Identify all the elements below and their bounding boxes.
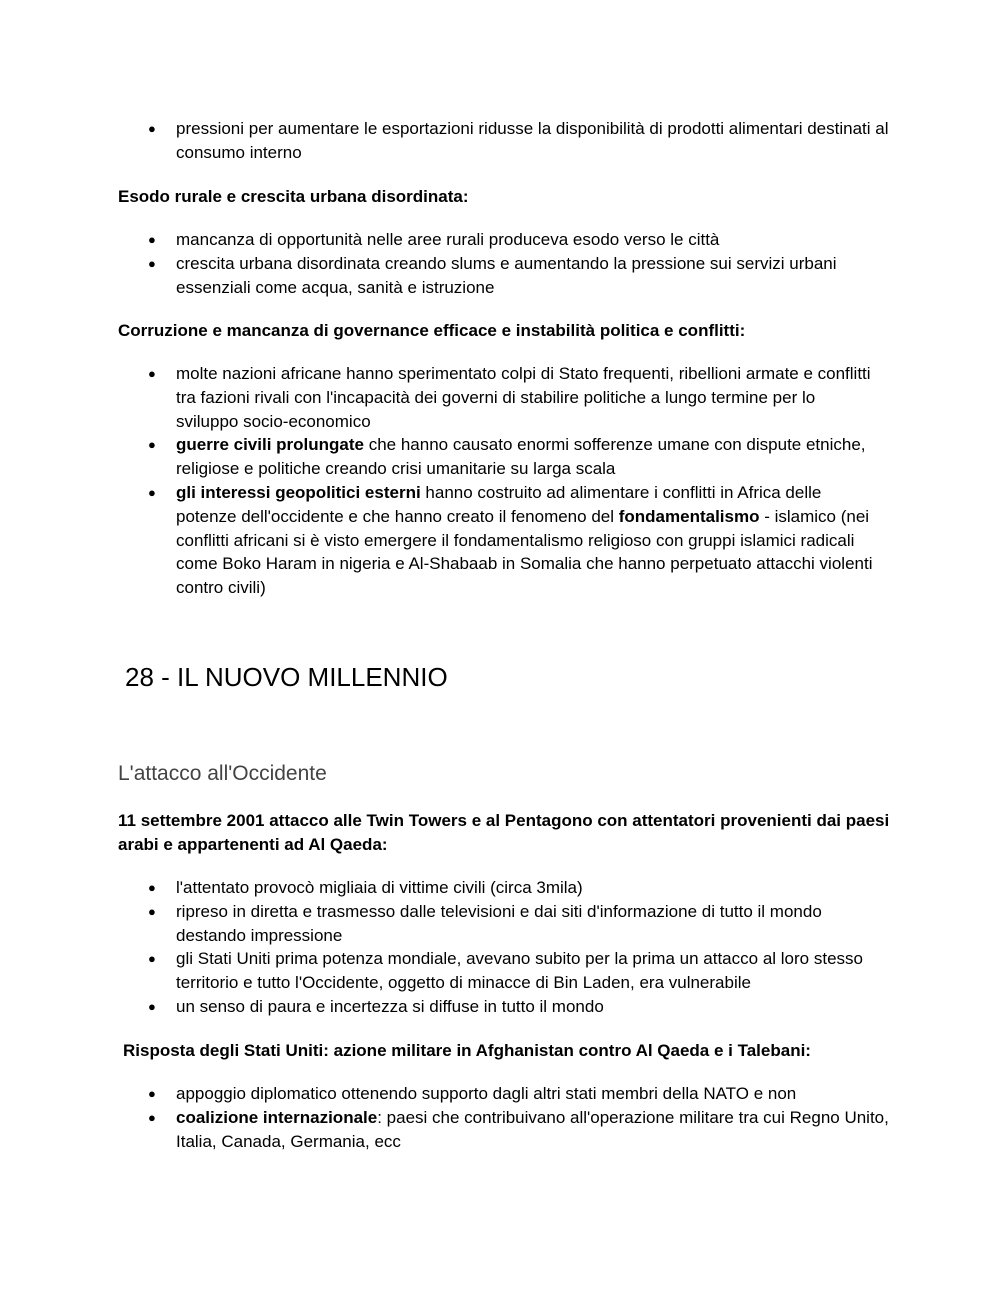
chapter-title: 28 - IL NUOVO MILLENNIO (125, 662, 448, 692)
bullet-icon: ● (148, 437, 156, 453)
list-item-text: un senso di paura e incertezza si diffuse in tutto il mondo (176, 996, 604, 1016)
list-item-bold-text: coalizione internazionale (176, 1107, 378, 1127)
bullet-icon: ● (148, 1086, 156, 1101)
list-item (118, 995, 878, 1019)
list-item (118, 252, 898, 300)
list-item (118, 900, 878, 948)
bullet-icon: ● (148, 1109, 156, 1125)
list-item-text: pressioni per aumentare le esportazioni ridusse la disponibilità di prodotti alimentari destinati al consumo interno (176, 119, 889, 162)
bullet-icon: ● (148, 951, 156, 967)
bullet-list-corruption (118, 362, 878, 600)
list-item-bold-text: guerre civili prolungate (176, 435, 364, 455)
bullet-icon: ● (148, 121, 156, 136)
list-item (118, 362, 878, 433)
heading-rural-exodus: Esodo rurale e crescita urbana disordinata: (118, 187, 469, 206)
bullet-list-rural-exodus (118, 228, 898, 299)
list-item-bold-text: gli interessi geopolitici esterni (176, 482, 421, 502)
list-item-text: : paesi che contribuivano all'operazione militare tra cui Regno Unito, Italia, Canada, Germania, ecc (176, 1107, 889, 1151)
bullet-icon: ● (148, 232, 156, 247)
list-item (118, 876, 878, 900)
list-item-text: mancanza di opportunità nelle aree rurali produceva esodo verso le città (176, 230, 720, 249)
list-item-text: appoggio diplomatico ottenendo supporto dagli altri stati membri della NATO e non (176, 1084, 797, 1103)
bullet-icon: ● (148, 255, 156, 271)
list-item (118, 481, 878, 600)
list-item (118, 1082, 898, 1106)
heading-september-11: 11 settembre 2001 attacco alle Twin Towers e al Pentagono con attentatori provenienti dai paesi arabi e appartenenti ad Al Qaeda: (118, 811, 890, 854)
list-item-text: che hanno causato enormi sofferenze umane con dispute etniche, religiose e politiche creando crisi umanitarie su larga scala (176, 435, 866, 479)
bullet-list-us-response (118, 1082, 898, 1153)
list-item (118, 433, 878, 481)
list-item-bold-text: fondamentalismo (618, 506, 760, 526)
bullet-list-exports (118, 117, 898, 165)
bullet-icon: ● (148, 484, 156, 500)
list-item-text: l'attentato provocò migliaia di vittime civili (circa 3mila) (176, 878, 583, 897)
list-item-text: gli Stati Uniti prima potenza mondiale, avevano subito per la prima un attacco al loro stesso territorio e tutto l'Occidente, oggetto di minacce di Bin Laden, era vulnerabile (176, 949, 863, 993)
bullet-icon: ● (148, 903, 156, 919)
list-item-text: ripreso in diretta e trasmesso dalle televisioni e dai siti d'informazione di tutto il mondo destando impressione (176, 901, 822, 945)
list-item (118, 947, 878, 995)
list-item-text: crescita urbana disordinata creando slums e aumentando la pressione sui servizi urbani essenziali come acqua, sanità e istruzione (176, 253, 837, 297)
section-title: L'attacco all'Occidente (118, 762, 327, 785)
heading-us-response: Risposta degli Stati Uniti: azione militare in Afghanistan contro Al Qaeda e i Talebani: (123, 1041, 811, 1060)
list-item (118, 117, 898, 165)
list-item-text: hanno costruito ad alimentare i conflitti in Africa delle potenze dell'occidente e che hanno creato il fenomeno del (176, 482, 822, 526)
bullet-list-september-11 (118, 876, 878, 1019)
list-item (118, 1106, 898, 1154)
heading-corruption: Corruzione e mancanza di governance efficace e instabilità politica e conflitti: (118, 321, 746, 340)
bullet-icon: ● (148, 366, 156, 381)
bullet-icon: ● (148, 998, 156, 1014)
list-item-text: molte nazioni africane hanno sperimentato colpi di Stato frequenti, ribellioni armate e conflitti tra fazioni rivali con l'incapacità dei governi di stabilire politiche a lungo termine per lo sviluppo socio-economico (176, 364, 871, 431)
list-item-text: - islamico (nei conflitti africani si è visto emergere il fondamentalismo religioso con gruppi islamici radicali come Boko Haram in nigeria e Al-Shabaab in Somalia che hanno perpetuato attacchi violenti contro civili) (176, 506, 873, 598)
bullet-icon: ● (148, 880, 156, 895)
list-item (118, 228, 898, 252)
